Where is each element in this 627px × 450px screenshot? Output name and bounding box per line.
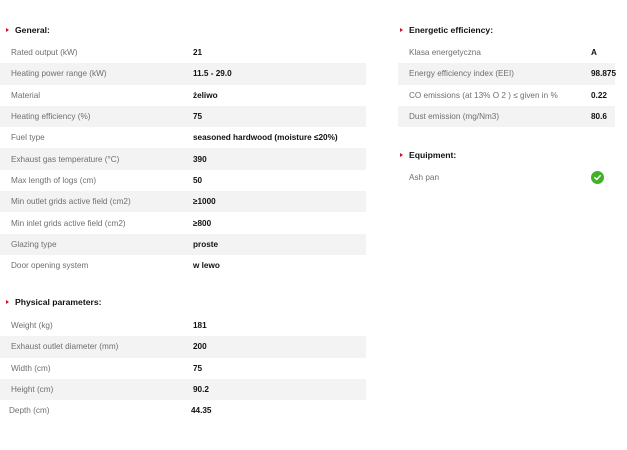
spec-value: ≥1000 (193, 197, 216, 207)
spec-label: Min inlet grids active field (cm2) (11, 218, 126, 228)
equipment-table (398, 167, 615, 188)
spec-row (0, 106, 366, 127)
equipment-row (398, 167, 615, 188)
spec-value: 90.2 (193, 385, 209, 395)
spec-label: Rated output (kW) (11, 48, 78, 58)
spec-row (0, 127, 366, 148)
spec-label: Exhaust gas temperature (°C) (11, 154, 120, 164)
spec-row (0, 170, 366, 191)
spec-label: Height (cm) (11, 385, 54, 395)
spec-label: CO emissions (at 13% O 2 ) ≤ given in % (409, 90, 558, 100)
spec-row (0, 336, 366, 357)
spec-label: Door opening system (11, 261, 89, 271)
equipment-section-title (400, 150, 456, 160)
spec-value: seasoned hardwood (moisture ≤20%) (193, 133, 338, 143)
equipment-title-text: Equipment: (409, 150, 457, 160)
spec-label: Heating power range (kW) (11, 69, 107, 79)
spec-row (0, 42, 366, 63)
spec-value: proste (193, 239, 219, 249)
energetic-title-text: Energetic efficiency: (409, 25, 494, 35)
spec-label: Glazing type (11, 239, 57, 249)
spec-value: A (591, 48, 597, 58)
spec-label: Depth (cm) (9, 406, 50, 416)
general-title-text: General: (15, 25, 50, 35)
spec-label: Weight (kg) (11, 321, 53, 331)
spec-value: ≥800 (193, 218, 212, 228)
spec-value: 80.6 (591, 112, 607, 122)
spec-row (0, 315, 366, 336)
spec-value: 75 (193, 363, 203, 373)
spec-row (398, 106, 615, 127)
spec-value: 11.5 - 29.0 (193, 69, 232, 79)
checkmark-glyph-icon (593, 173, 602, 182)
energetic-table (398, 42, 615, 127)
spec-row (0, 358, 366, 379)
spec-label: Fuel type (11, 133, 45, 143)
spec-row (0, 400, 366, 421)
spec-label: Energy efficiency index (EEI) (409, 69, 514, 79)
spec-row (0, 379, 366, 400)
bullet-marker-icon (400, 28, 403, 32)
spec-label: Width (cm) (11, 363, 51, 373)
spec-label: Heating efficiency (%) (11, 112, 91, 122)
spec-row (0, 255, 366, 276)
general-section-title (6, 25, 50, 35)
check-circle-icon (591, 171, 604, 184)
equipment-label: Ash pan (409, 173, 440, 183)
spec-value: 21 (193, 48, 203, 58)
spec-value: 0.22 (591, 90, 607, 100)
spec-label: Material (11, 90, 41, 100)
bullet-marker-icon (400, 153, 403, 157)
spec-row (398, 42, 615, 63)
physical-title-text: Physical parameters: (15, 297, 102, 307)
bullet-marker-icon (6, 28, 9, 32)
spec-row (398, 85, 615, 106)
spec-value: 50 (193, 175, 203, 185)
bullet-marker-icon (6, 300, 9, 304)
spec-value: 75 (193, 112, 203, 122)
spec-label: Min outlet grids active field (cm2) (11, 197, 131, 207)
spec-label: Max length of logs (cm) (11, 175, 97, 185)
spec-value: 98.875 (591, 69, 617, 79)
spec-row (0, 148, 366, 169)
spec-row (0, 212, 366, 233)
spec-value: w lewo (193, 261, 220, 271)
energetic-section-title (400, 25, 493, 35)
physical-section-title (6, 297, 101, 307)
spec-row (0, 63, 366, 84)
spec-value: 181 (193, 321, 207, 331)
spec-row (398, 63, 615, 84)
spec-value: 390 (193, 154, 207, 164)
spec-label: Klasa energetyczna (409, 48, 481, 58)
spec-row (0, 191, 366, 212)
spec-value: 200 (193, 342, 207, 352)
general-table (0, 42, 366, 276)
spec-row (0, 234, 366, 255)
spec-label: Exhaust outlet diameter (mm) (11, 342, 119, 352)
spec-value: żeliwo (193, 90, 218, 100)
spec-value: 44.35 (191, 406, 212, 416)
spec-row (0, 85, 366, 106)
spec-label: Dust emission (mg/Nm3) (409, 112, 500, 122)
physical-table (0, 315, 366, 421)
